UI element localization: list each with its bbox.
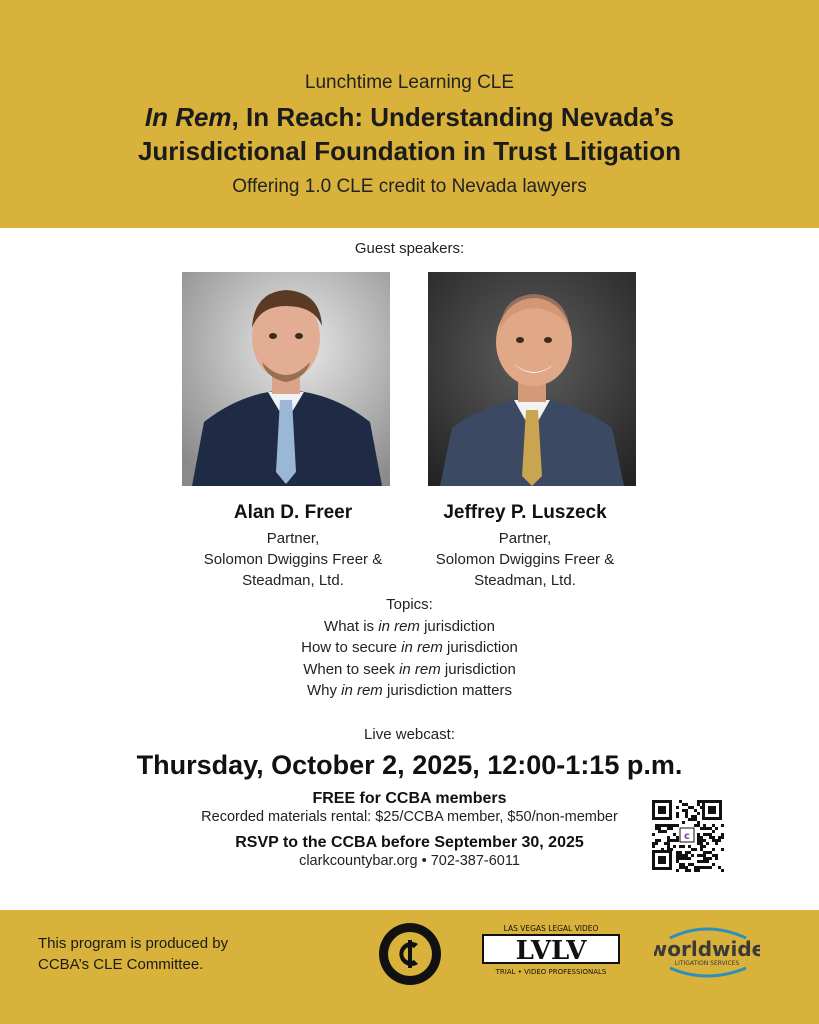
topic-item: Why in rem jurisdiction matters (306, 682, 513, 699)
svg-text:LVLV: LVLV (515, 936, 587, 966)
credit-line: Offering 1.0 CLE credit to Nevada lawyers (232, 176, 587, 197)
speaker-block-jeffrey (395, 500, 655, 591)
topics-list (0, 594, 819, 702)
topics-label: Topics: (386, 596, 433, 613)
speaker-firm-line2: Steadman, Ltd. (474, 572, 576, 589)
rental-pricing: Recorded materials rental: $25/CCBA member, $50/non-member (201, 809, 618, 825)
svg-text:LITIGATION SERVICES: LITIGATION SERVICES (674, 960, 740, 967)
free-notice: FREE for CCBA members (312, 790, 507, 807)
speaker-firm-line1: Solomon Dwiggins Freer & (435, 551, 615, 568)
speaker-role: Partner, (266, 530, 320, 547)
title-italic: In Rem (144, 102, 232, 132)
svg-text:c: c (684, 831, 690, 842)
speaker-role: Partner, (498, 530, 552, 547)
guest-speakers-label: Guest speakers: (354, 240, 465, 257)
svg-text:LAS VEGAS LEGAL VIDEO: LAS VEGAS LEGAL VIDEO (503, 924, 599, 933)
qr-code[interactable] (650, 798, 724, 872)
lvlv-logo (478, 922, 624, 978)
producer-note: This program is produced by CCBA’s CLE Committee. (38, 935, 229, 973)
topic-item: When to seek in rem jurisdiction (303, 660, 516, 678)
speaker-firm-line2: Steadman, Ltd. (242, 572, 344, 589)
speaker-block-alan (163, 500, 423, 591)
speaker-name: Alan D. Freer (233, 502, 353, 523)
contact-info: clarkcountybar.org • 702-387-6011 (299, 853, 520, 869)
title-line1: , In Reach: Understanding Nevada’s (231, 102, 675, 132)
rsvp-notice: RSVP to the CCBA before September 30, 2025 (235, 834, 584, 851)
ccba-logo (378, 922, 442, 986)
speaker-photo-jeffrey (428, 272, 636, 486)
live-webcast-label: Live webcast: (364, 726, 455, 743)
worldwide-logo (654, 924, 760, 978)
svg-text:TRIAL • VIDEO PROFESSIONALS: TRIAL • VIDEO PROFESSIONALS (495, 968, 607, 976)
speaker-name: Jeffrey P. Luszeck (443, 502, 607, 523)
topic-item: What is in rem jurisdiction (324, 617, 495, 635)
series-label: Lunchtime Learning CLE (304, 72, 515, 93)
event-datetime: Thursday, October 2, 2025, 12:00-1:15 p.m. (136, 750, 683, 780)
topic-item: How to secure in rem jurisdiction (301, 639, 518, 656)
svg-text:worldwide: worldwide (654, 937, 760, 961)
speaker-firm-line1: Solomon Dwiggins Freer & (203, 551, 383, 568)
speaker-photo-alan (182, 272, 390, 486)
title-line2: Jurisdictional Foundation in Trust Litigation (137, 136, 682, 166)
event-title (0, 100, 819, 168)
